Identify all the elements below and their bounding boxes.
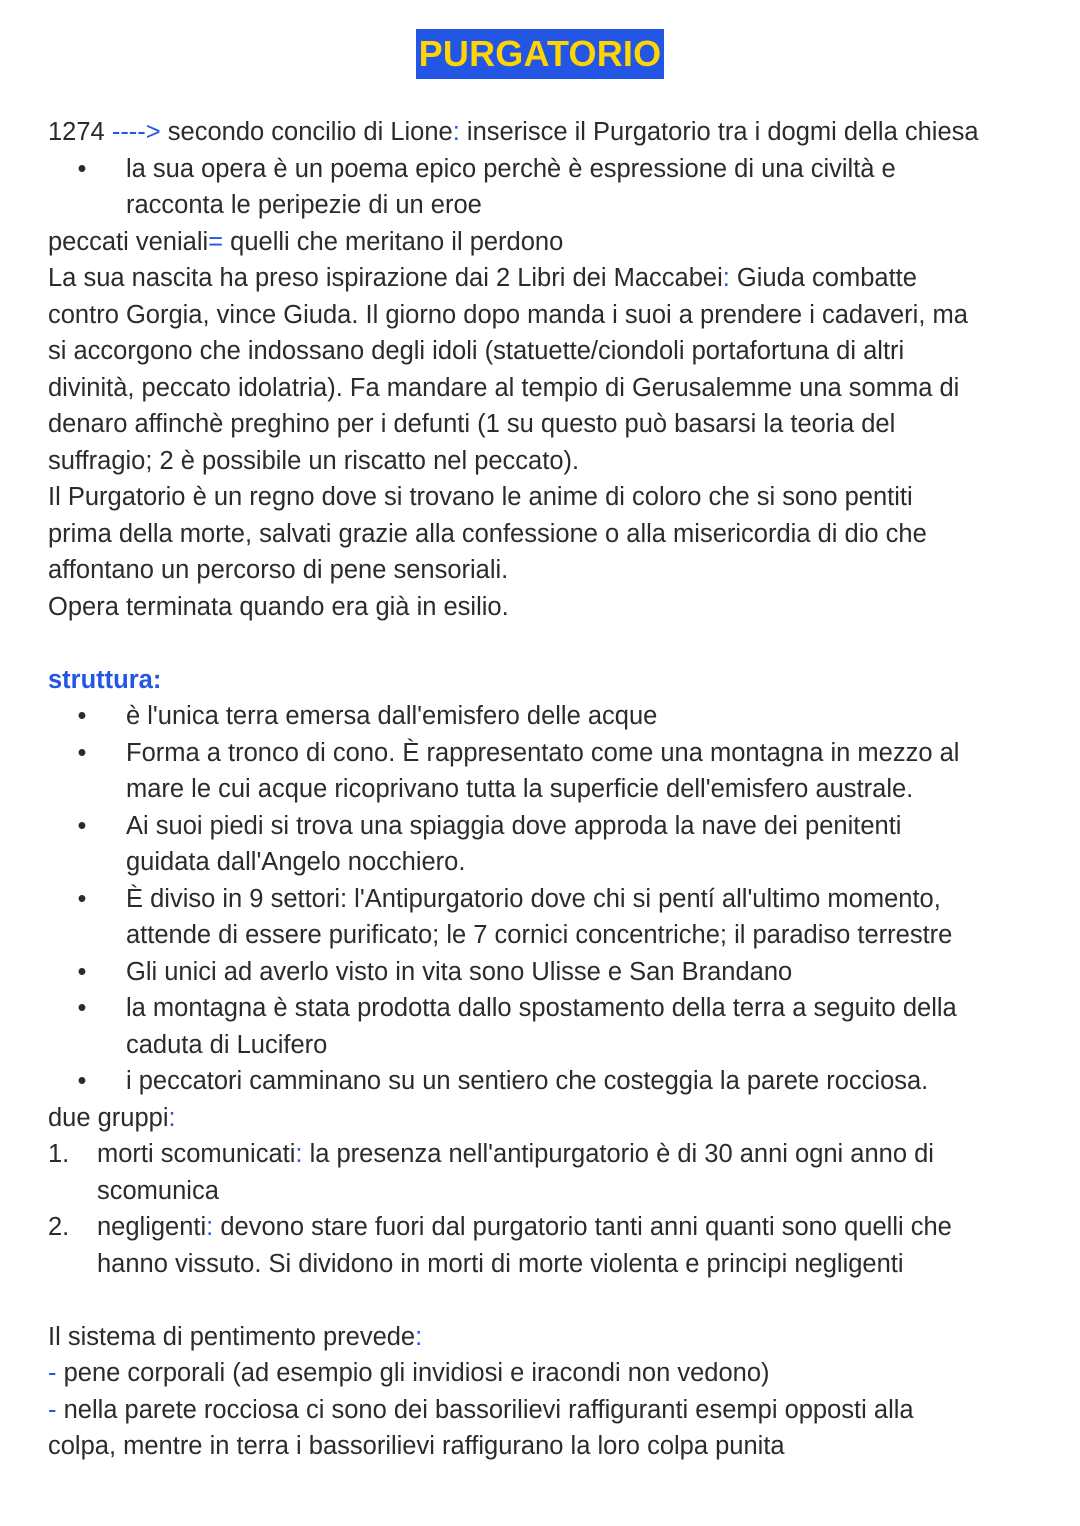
year: 1274: [48, 118, 105, 146]
spacer: [48, 625, 1048, 662]
item-term: morti scomunicati: [97, 1140, 296, 1168]
item-number: 1.: [48, 1140, 70, 1168]
item-text: devono stare fuori dal purgatorio tanti anni quanti sono quelli che: [213, 1213, 952, 1241]
veniali-line: [48, 224, 1048, 261]
equals-sign: =: [208, 227, 224, 256]
gruppi-label: due gruppi: [48, 1103, 169, 1132]
pentimento-intro: [48, 1319, 1048, 1356]
colon: :: [415, 1322, 423, 1351]
section-heading: struttura:: [48, 665, 162, 694]
dash-item: [48, 1392, 1048, 1429]
bullet-icon: •: [77, 994, 87, 1022]
list-item-continuation: [48, 771, 1048, 808]
numbered-item-continuation: [48, 1246, 1048, 1283]
list-item-continuation: [48, 187, 1048, 224]
colon: :: [295, 1140, 303, 1168]
list-item-text: i peccatori camminano su un sentiero che costeggia la parete rocciosa.: [126, 1067, 929, 1095]
bullet-icon: •: [77, 811, 87, 840]
bullet-icon: •: [77, 738, 87, 767]
list-item-text: Gli unici ad averlo visto in vita sono Ulisse e San Brandano: [126, 957, 793, 986]
item-number: 2.: [48, 1213, 70, 1241]
numbered-item-continuation: [48, 1173, 1048, 1210]
para1-text: Giuda combatte: [729, 264, 917, 292]
council-rest: inserisce il Purgatorio tra i dogmi della chiesa: [459, 118, 979, 146]
colon: :: [168, 1103, 176, 1132]
notes-body: [48, 114, 1048, 1465]
list-item: [48, 735, 1048, 772]
numbered-item: [48, 1209, 1048, 1246]
bullet-icon: •: [77, 884, 87, 913]
list-item: [48, 698, 1048, 735]
list-item-continuation: [48, 917, 1048, 954]
numbered-item: [48, 1136, 1048, 1173]
para1-line: suffragio; 2 è possibile un riscatto nel peccato).: [48, 446, 580, 475]
gruppi-label-line: [48, 1100, 1048, 1137]
list-item: [48, 808, 1048, 845]
list-item-continuation: [48, 1027, 1048, 1064]
colon: :: [452, 118, 460, 146]
para3-line: Opera terminata quando era già in esilio.: [48, 592, 509, 621]
list-item-text: Forma a tronco di cono. È rappresentato come una montagna in mezzo al: [126, 738, 960, 767]
veniali-definition: quelli che meritano il perdono: [223, 227, 564, 256]
para1-line: si accorgono che indossano degli idoli (statuette/ciondoli portafortuna di altri: [48, 337, 905, 365]
list-item: [48, 990, 1048, 1027]
page-title: PURGATORIO: [416, 29, 665, 79]
para1-line: [48, 260, 1048, 297]
list-item-text: È diviso in 9 settori: l'Antipurgatorio dove chi si pentí all'ultimo momento,: [126, 884, 941, 913]
colon: :: [206, 1213, 214, 1241]
veniali-term: peccati veniali: [48, 227, 209, 256]
item-text: scomunica: [97, 1176, 219, 1205]
intro-line: [48, 114, 1048, 151]
list-item-text: racconta le peripezie di un eroe: [126, 191, 482, 219]
para1-line: divinità, peccato idolatria). Fa mandare al tempio di Gerusalemme una somma di: [48, 373, 960, 402]
list-item: [48, 881, 1048, 918]
list-item-text: caduta di Lucifero: [126, 1030, 328, 1059]
list-item-text: la montagna è stata prodotta dallo spostamento della terra a seguito della: [126, 994, 957, 1022]
title-wrap: [0, 29, 1080, 79]
dash-item-text: nella parete rocciosa ci sono dei bassorilievi raffiguranti esempi opposti alla: [56, 1395, 914, 1424]
bullet-icon: •: [77, 957, 87, 986]
dash-item-continuation: colpa, mentre in terra i bassorilievi raffigurano la loro colpa punita: [48, 1432, 785, 1460]
arrow-icon: ---->: [111, 118, 161, 146]
dash-icon: -: [48, 1395, 57, 1424]
list-item-text: è l'unica terra emersa dall'emisfero delle acque: [126, 702, 658, 730]
list-item: [48, 1063, 1048, 1100]
para1-line: denaro affinchè preghino per i defunti (1 su questo può basarsi la teoria del: [48, 410, 896, 438]
item-text: la presenza nell'antipurgatorio è di 30 anni ogni anno di: [302, 1140, 934, 1168]
list-item-text: guidata dall'Angelo nocchiero.: [126, 848, 466, 876]
bullet-icon: •: [77, 702, 87, 730]
list-item-text: mare le cui acque ricoprivano tutta la superficie dell'emisfero australe.: [126, 775, 914, 803]
list-item-text: attende di essere purificato; le 7 cornici concentriche; il paradiso terrestre: [126, 921, 953, 949]
dash-icon: -: [48, 1359, 57, 1387]
spacer: [48, 1282, 1048, 1319]
item-text: hanno vissuto. Si dividono in morti di morte violenta e principi negligenti: [97, 1249, 904, 1278]
para1-line: contro Gorgia, vince Giuda. Il giorno dopo manda i suoi a prendere i cadaveri, ma: [48, 300, 968, 329]
item-term: negligenti: [97, 1213, 207, 1241]
para2-line: affontano un percorso di pene sensoriali.: [48, 556, 509, 584]
list-item: [48, 954, 1048, 991]
pentimento-intro-text: Il sistema di pentimento prevede: [48, 1322, 416, 1351]
para2-line: prima della morte, salvati grazie alla confessione o alla misericordia di dio che: [48, 519, 927, 548]
list-item-text: la sua opera è un poema epico perchè è espressione di una civiltà e: [126, 154, 896, 183]
para2-line: Il Purgatorio è un regno dove si trovano le anime di coloro che si sono pentiti: [48, 483, 913, 511]
list-item-continuation: [48, 844, 1048, 881]
council-text: secondo concilio di Lione: [160, 118, 453, 146]
colon: :: [722, 264, 730, 292]
list-item: [48, 151, 1048, 188]
dash-item-text: pene corporali (ad esempio gli invidiosi e iracondi non vedono): [56, 1359, 770, 1387]
bullet-icon: •: [77, 154, 87, 183]
para1-text: La sua nascita ha preso ispirazione dai 2 Libri dei Maccabei: [48, 264, 723, 292]
dash-item: [48, 1355, 1048, 1392]
bullet-icon: •: [77, 1067, 87, 1095]
list-item-text: Ai suoi piedi si trova una spiaggia dove approda la nave dei penitenti: [126, 811, 902, 840]
